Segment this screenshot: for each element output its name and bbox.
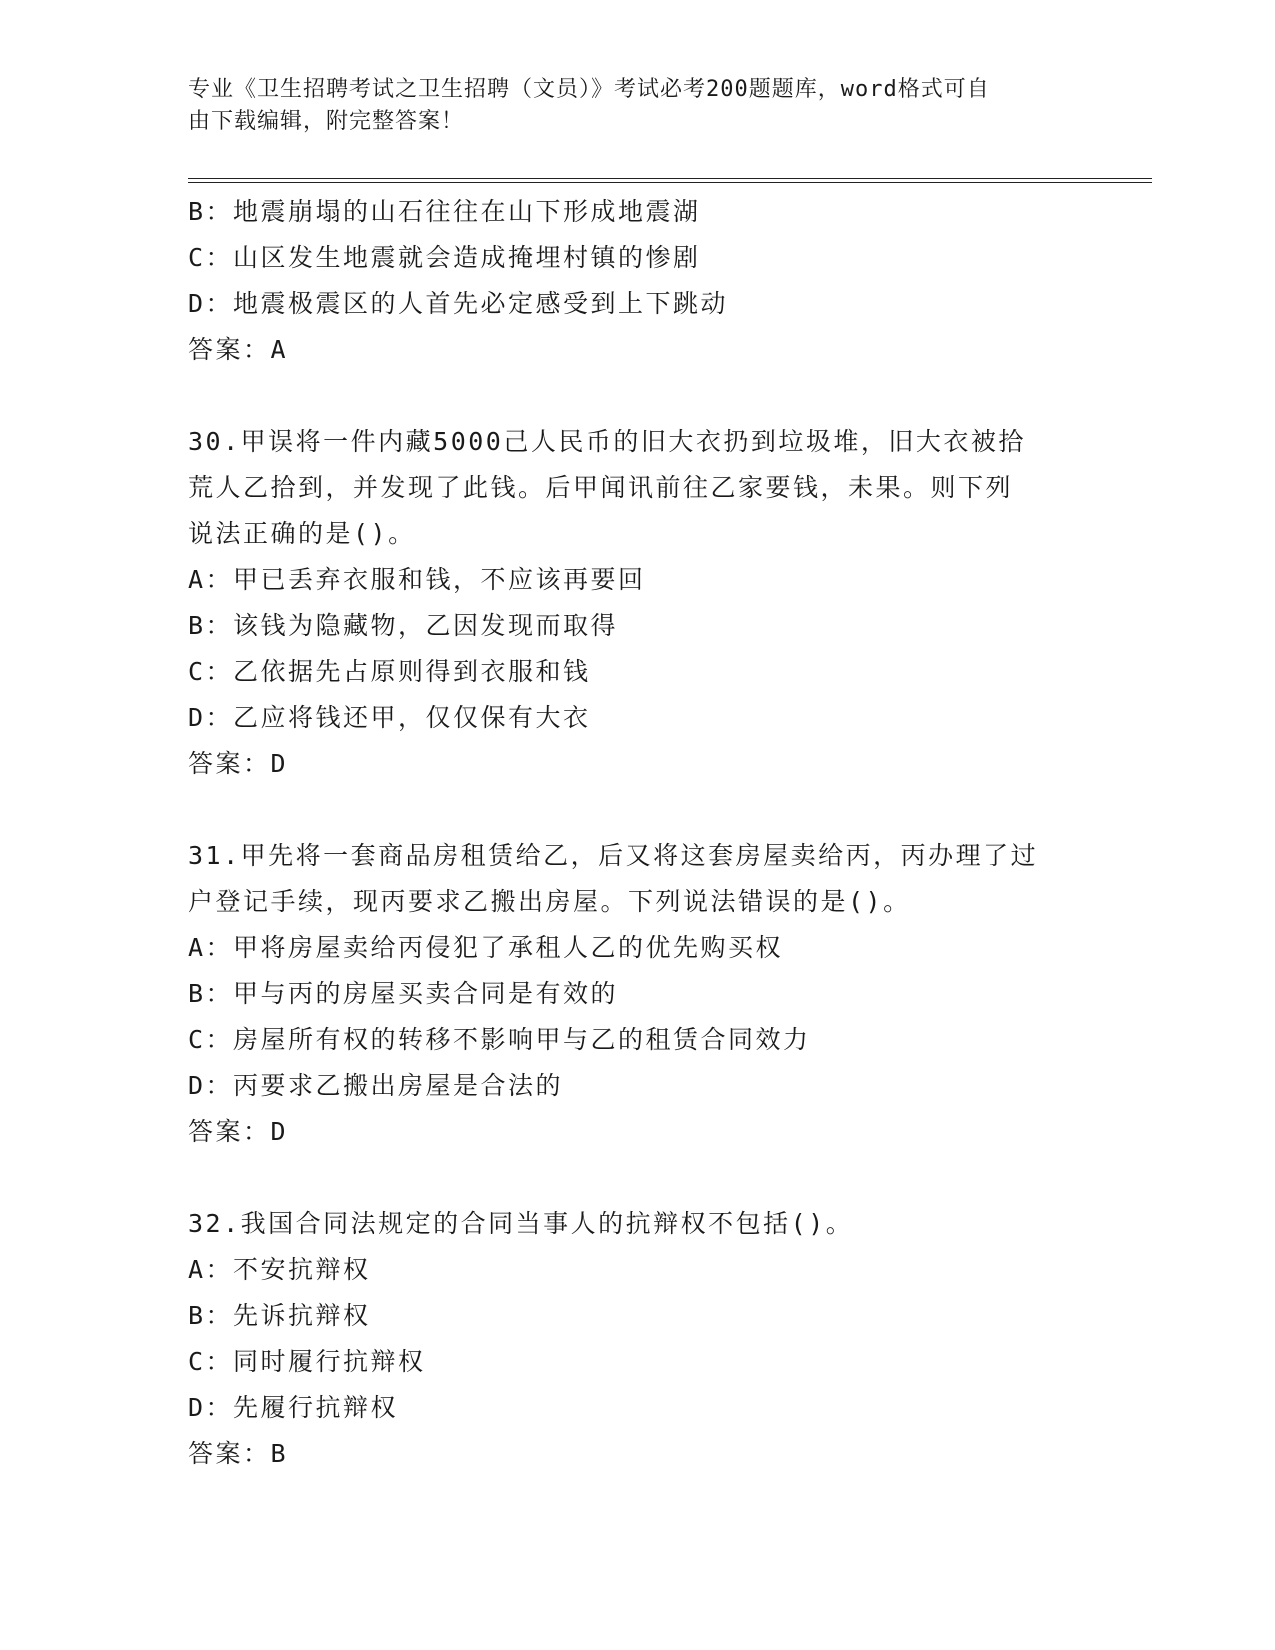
header-divider-top: [188, 178, 1152, 179]
spacer: [188, 1155, 1088, 1201]
option-c: C：乙依据先占原则得到衣服和钱: [188, 657, 591, 686]
question-stem-line: 户登记手续，现丙要求乙搬出房屋。下列说法错误的是()。: [188, 887, 911, 916]
option-b: B：先诉抗辩权: [188, 1301, 371, 1330]
question-stem-line: 31.甲先将一套商品房租赁给乙，后又将这套房屋卖给丙，丙办理了过: [188, 841, 1039, 870]
option-b: B：该钱为隐藏物，乙因发现而取得: [188, 611, 619, 640]
header-line-1: 专业《卫生招聘考试之卫生招聘（文员）》考试必考200题题库，word格式可自: [188, 77, 990, 102]
option-a: A：不安抗辩权: [188, 1255, 371, 1284]
answer-line: 答案：A: [188, 335, 289, 364]
question-30: [188, 419, 1088, 787]
question-32: [188, 1201, 1088, 1477]
option-c: C：同时履行抗辩权: [188, 1347, 426, 1376]
answer-line: 答案：D: [188, 1117, 289, 1146]
document-header: [188, 74, 1068, 138]
question-31: [188, 833, 1088, 1155]
answer-line: 答案：D: [188, 749, 289, 778]
question-stem-line: 32.我国合同法规定的合同当事人的抗辩权不包括()。: [188, 1209, 854, 1238]
option-c: C：山区发生地震就会造成掩埋村镇的惨剧: [188, 243, 701, 272]
question-stem-line: 说法正确的是()。: [188, 519, 416, 548]
question-list: [188, 189, 1088, 1477]
question-fragment: [188, 189, 1088, 373]
spacer: [188, 373, 1088, 419]
option-c: C：房屋所有权的转移不影响甲与乙的租赁合同效力: [188, 1025, 811, 1054]
option-d: D：地震极震区的人首先必定感受到上下跳动: [188, 289, 729, 318]
option-a: A：甲将房屋卖给丙侵犯了承租人乙的优先购买权: [188, 933, 784, 962]
question-stem-line: 30.甲误将一件内藏5000己人民币的旧大衣扔到垃圾堆，旧大衣被拾: [188, 427, 1026, 456]
option-d: D：先履行抗辩权: [188, 1393, 399, 1422]
option-b: B：地震崩塌的山石往往在山下形成地震湖: [188, 197, 701, 226]
option-b: B：甲与丙的房屋买卖合同是有效的: [188, 979, 619, 1008]
option-d: D：丙要求乙搬出房屋是合法的: [188, 1071, 564, 1100]
option-a: A：甲已丢弃衣服和钱，不应该再要回: [188, 565, 646, 594]
spacer: [188, 787, 1088, 833]
header-line-2: 由下载编辑，附完整答案！: [188, 109, 465, 134]
option-d: D：乙应将钱还甲，仅仅保有大衣: [188, 703, 591, 732]
question-stem-line: 荒人乙拾到，并发现了此钱。后甲闻讯前往乙家要钱，未果。则下列: [188, 473, 1014, 502]
answer-line: 答案：B: [188, 1439, 289, 1468]
header-divider-bottom: [188, 182, 1152, 183]
